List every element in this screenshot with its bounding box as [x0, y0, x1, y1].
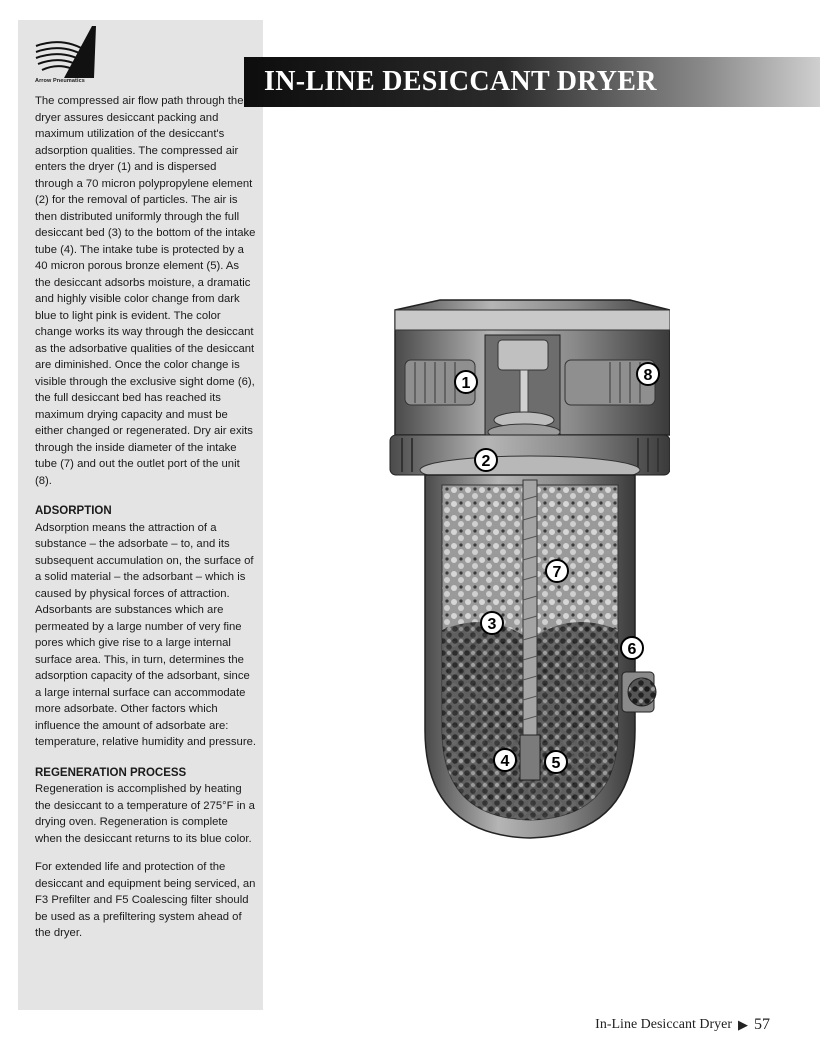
page-title: IN-LINE DESICCANT DRYER — [264, 66, 657, 97]
triangle-right-icon: ▶ — [738, 1017, 748, 1032]
sidebar-text — [35, 93, 257, 942]
adsorption-paragraph: Adsorption means the attraction of a substance – the adsorbate – to, and its subsequent accumulation on, the surface of a solid material – the adsorbant – which is caused by physical forces of attraction. Adsorbants are substances which are permeated by a large number of very fine pores which give rise to a large internal surface area. This, in turn, determines the adsorption capacity of the adsorbant, since a large internal surface can accommodate more adsorbate. Other factors which influence the amount of adsorbate are: temperature, relative humidity and pressure. — [35, 521, 257, 748]
callout-6: 6 — [627, 641, 637, 658]
sidebar — [18, 20, 263, 1010]
footer-label: In-Line Desiccant Dryer — [595, 1017, 732, 1032]
callout-2: 2 — [481, 453, 491, 470]
callout-7: 7 — [552, 564, 562, 581]
regeneration-paragraph: Regeneration is accomplished by heating the desiccant to a temperature of 275°F in a drying oven. Regeneration is complete when the desiccant returns to its blue color. — [35, 783, 255, 845]
callout-5: 5 — [551, 755, 561, 772]
callout-8: 8 — [643, 367, 653, 384]
callout-1: 1 — [461, 375, 471, 392]
regeneration-heading: REGENERATION PROCESS — [35, 766, 187, 779]
page-footer — [595, 1016, 770, 1034]
logo-text: Arrow Pneumatics — [35, 78, 85, 84]
extended-life-paragraph: For extended life and protection of the desiccant and equipment being serviced, an F3 Prefilter and F5 Coalescing filter should be used as a prefiltering system ahead of the dryer. — [35, 861, 256, 939]
callout-3: 3 — [487, 616, 497, 633]
dryer-cutaway-illustration — [380, 290, 670, 850]
intro-paragraph: The compressed air flow path through the dryer assures desiccant packing and maximum utilization of the desiccant's adsorption qualities. The compressed air enters the dryer (1) and is dispersed through a 70 micron polypropylene element (2) for the removal of particles. The air is then distributed uniformly through the full desiccant bed (3) to the bottom of the intake tube (4). The intake tube is protected by a 40 micron porous bronze element (5). As the desiccant adsorbs moisture, a dramatic and highly visible color change from dark blue to light pink is evident. The color change works its way through the desiccant as the adsorbative qualities of the desiccant are diminished. Once the color change is visible through the exclusive sight dome (6), the full desiccant bed has reached its maximum drying capacity and must be either changed or regenerated. Dry air exits through the inside diameter of the intake tube (7) and out the outlet port of the unit (8). — [35, 95, 256, 487]
page-number: 57 — [754, 1016, 770, 1033]
adsorption-heading: ADSORPTION — [35, 505, 112, 517]
title-bar — [244, 57, 820, 107]
callout-4: 4 — [500, 753, 510, 770]
